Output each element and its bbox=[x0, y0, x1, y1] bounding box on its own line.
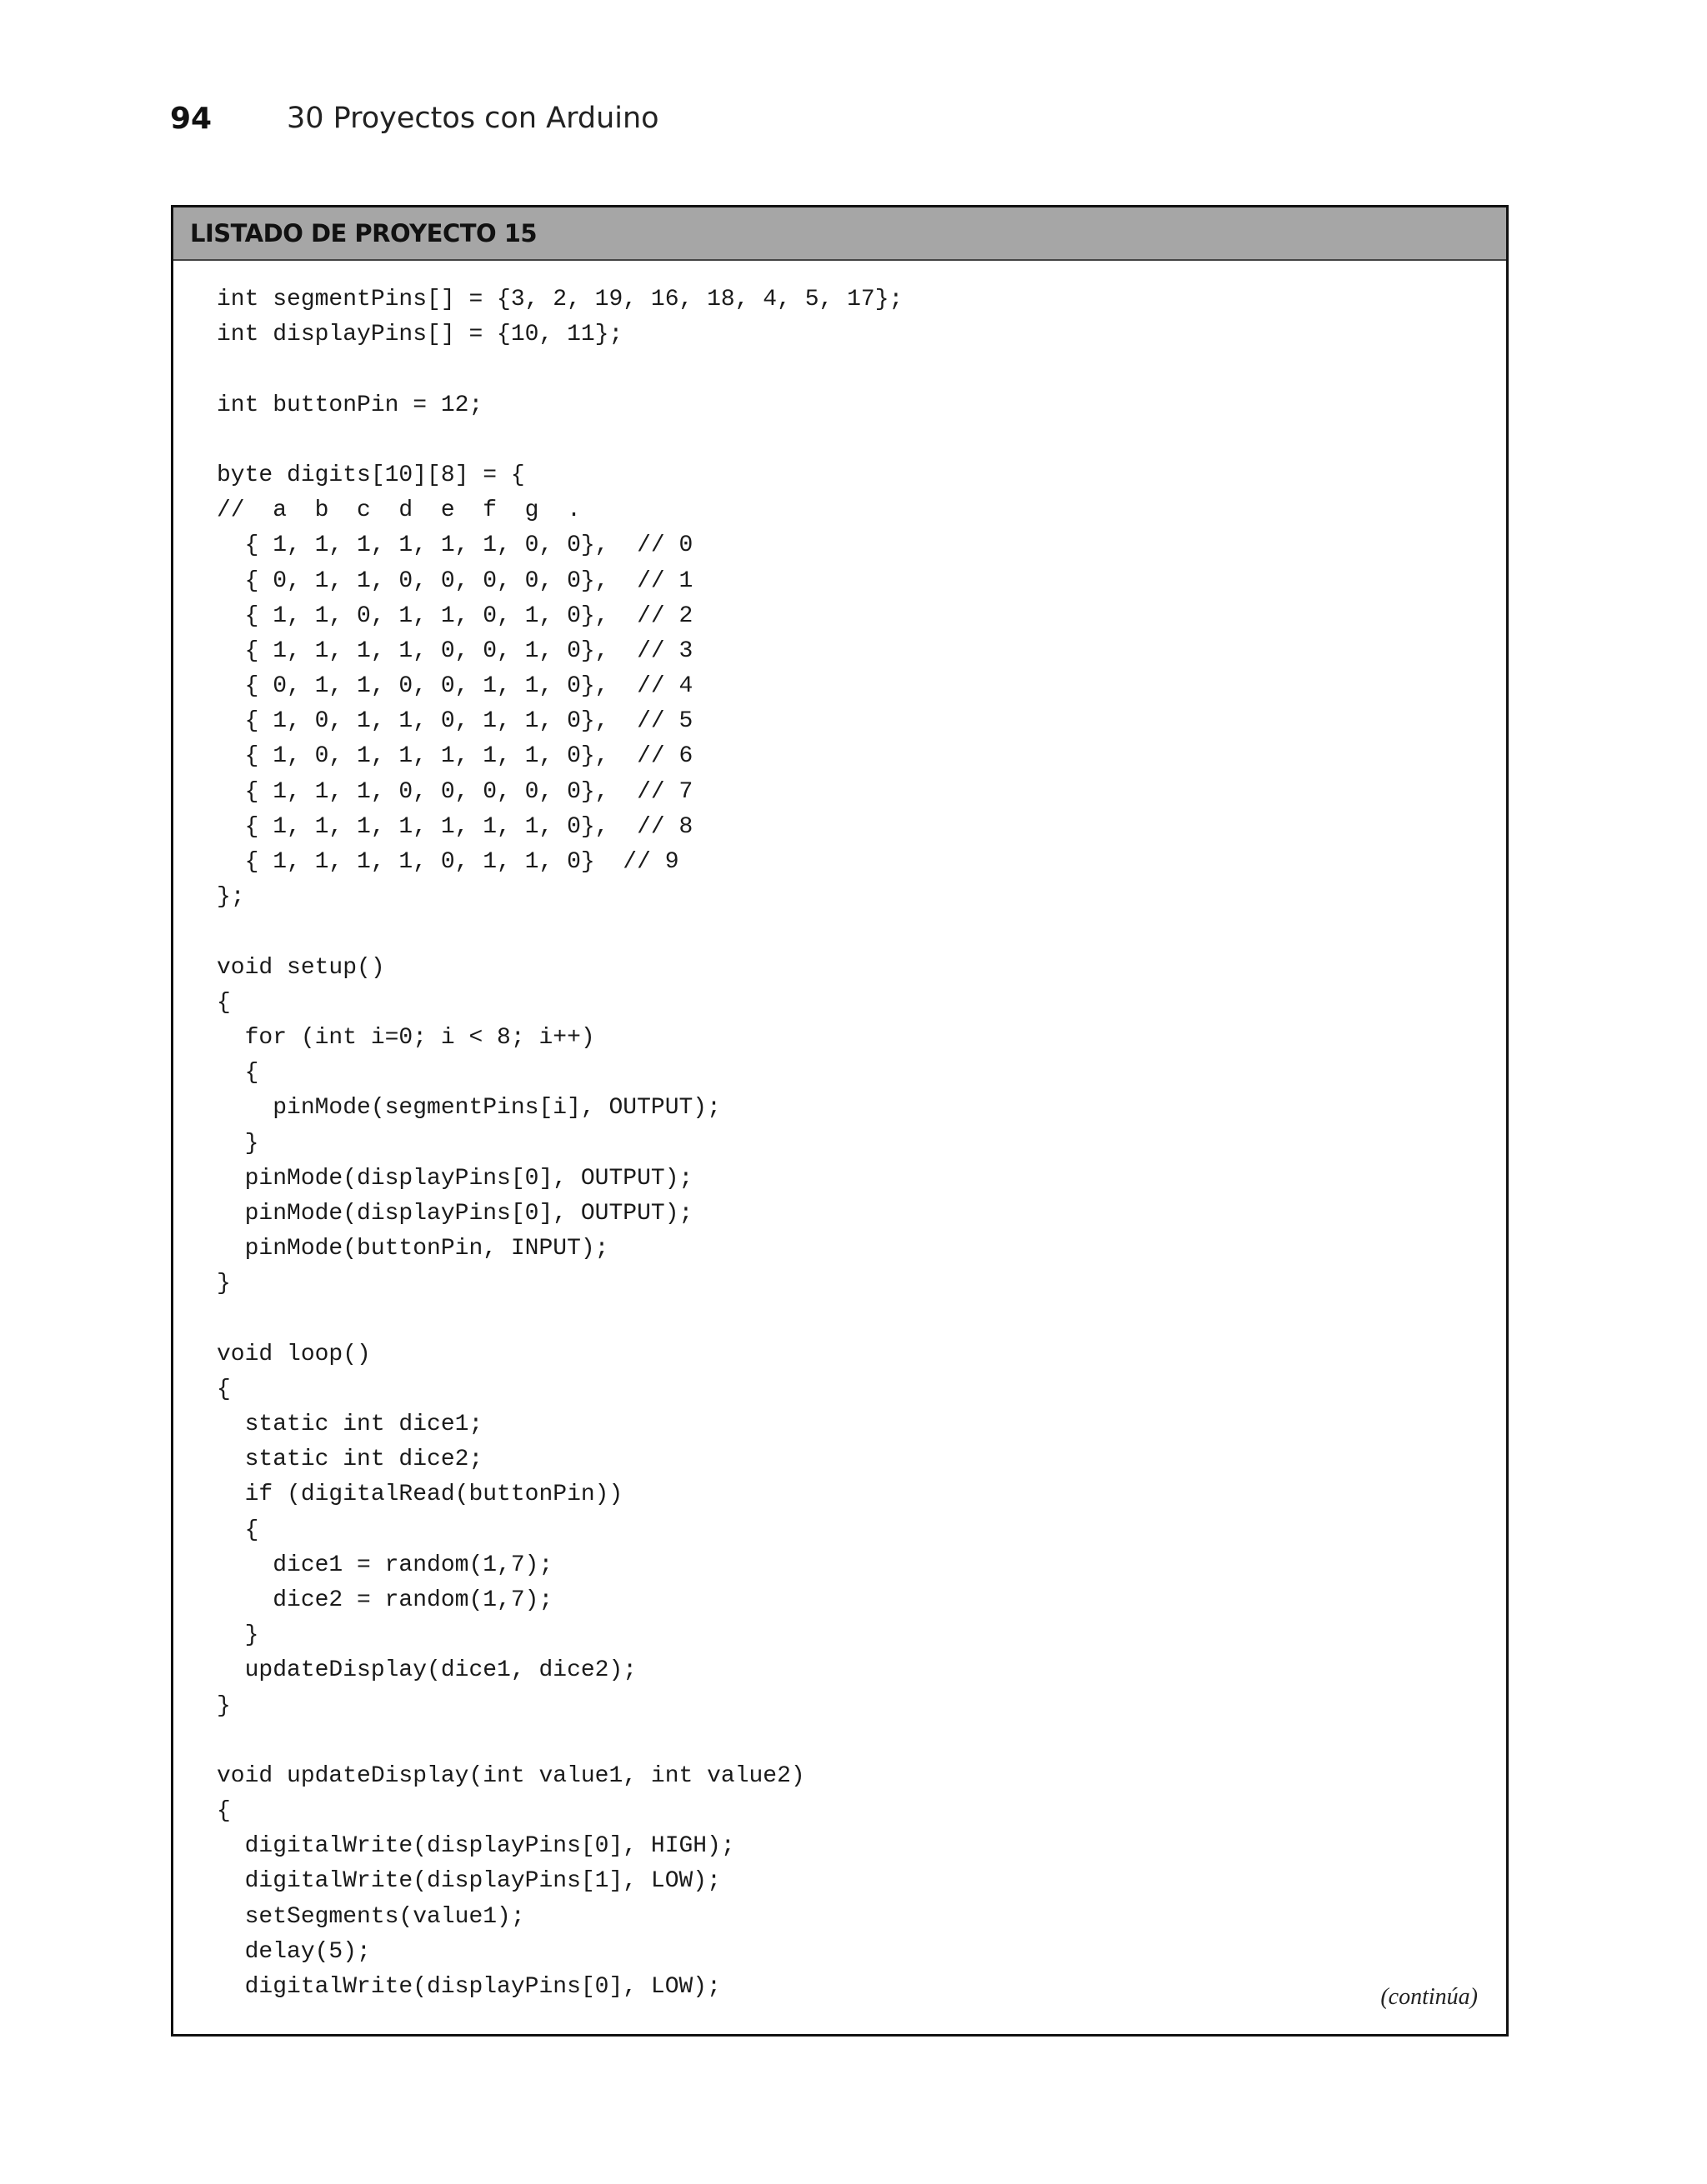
book-title: 30 Proyectos con Arduino bbox=[287, 102, 659, 135]
code-line: { bbox=[217, 1517, 259, 1543]
code-line: { 1, 1, 1, 1, 1, 1, 0, 0}, // 0 bbox=[217, 532, 693, 559]
code-line: pinMode(displayPins[0], OUTPUT); bbox=[217, 1165, 693, 1192]
code-line: int displayPins[] = {10, 11}; bbox=[217, 322, 623, 348]
code-line: } bbox=[217, 1130, 259, 1157]
code-line: digitalWrite(displayPins[0], HIGH); bbox=[217, 1833, 735, 1860]
code-listing-box bbox=[171, 205, 1509, 2037]
code-line bbox=[217, 423, 903, 458]
code-line: }; bbox=[217, 884, 245, 911]
code-line: // a b c d e f g . bbox=[217, 497, 581, 524]
code-line bbox=[217, 352, 903, 387]
listing-title: LISTADO DE PROYECTO 15 bbox=[190, 219, 538, 247]
code-line: { bbox=[217, 1798, 231, 1825]
code-line bbox=[217, 1302, 903, 1337]
code-line: { 1, 1, 0, 1, 1, 0, 1, 0}, // 2 bbox=[217, 602, 693, 629]
code-line: int segmentPins[] = {3, 2, 19, 16, 18, 4, 5, 17}; bbox=[217, 287, 904, 312]
code-line: { 1, 1, 1, 1, 0, 1, 1, 0} // 9 bbox=[217, 849, 679, 875]
page-header bbox=[170, 95, 659, 142]
code-line: { 1, 0, 1, 1, 0, 1, 1, 0}, // 5 bbox=[217, 708, 693, 735]
code-line: for (int i=0; i < 8; i++) bbox=[217, 1024, 595, 1051]
page-number: 94 bbox=[170, 101, 213, 136]
code-line: setSegments(value1); bbox=[217, 1903, 525, 1930]
code-line: } bbox=[217, 1622, 259, 1649]
code-line: { 1, 1, 1, 1, 0, 0, 1, 0}, // 3 bbox=[217, 637, 693, 664]
code-line: { bbox=[217, 1376, 231, 1402]
code-line: digitalWrite(displayPins[0], LOW); bbox=[217, 1974, 721, 2000]
code-line: delay(5); bbox=[217, 1938, 371, 1965]
code-line: pinMode(displayPins[0], OUTPUT); bbox=[217, 1200, 693, 1227]
code-line: dice1 = random(1,7); bbox=[217, 1552, 553, 1578]
code-line bbox=[217, 1724, 903, 1759]
code-line: byte digits[10][8] = { bbox=[217, 462, 525, 488]
code-line: { bbox=[217, 989, 231, 1016]
code-line: void loop() bbox=[217, 1341, 371, 1367]
code-line: int buttonPin = 12; bbox=[217, 392, 483, 418]
code-line bbox=[217, 915, 903, 950]
code-line: void setup() bbox=[217, 954, 385, 981]
code-line: { 1, 1, 1, 1, 1, 1, 1, 0}, // 8 bbox=[217, 813, 693, 840]
code-line: pinMode(segmentPins[i], OUTPUT); bbox=[217, 1095, 721, 1122]
code-line: { 0, 1, 1, 0, 0, 1, 1, 0}, // 4 bbox=[217, 673, 693, 700]
code-line: { bbox=[217, 1060, 259, 1087]
code-line: void updateDisplay(int value1, int value2) bbox=[217, 1762, 805, 1789]
code-line: { 1, 1, 1, 0, 0, 0, 0, 0}, // 7 bbox=[217, 778, 693, 805]
code-line: { 1, 0, 1, 1, 1, 1, 1, 0}, // 6 bbox=[217, 743, 693, 770]
code-line: updateDisplay(dice1, dice2); bbox=[217, 1657, 638, 1684]
code-block bbox=[217, 282, 903, 2005]
code-line: if (digitalRead(buttonPin)) bbox=[217, 1482, 623, 1508]
code-line: static int dice1; bbox=[217, 1412, 483, 1437]
code-line: pinMode(buttonPin, INPUT); bbox=[217, 1236, 609, 1262]
code-line: digitalWrite(displayPins[1], LOW); bbox=[217, 1868, 721, 1895]
code-line: } bbox=[217, 1271, 231, 1297]
continued-label: (continúa) bbox=[1380, 1984, 1478, 2010]
code-line: static int dice2; bbox=[217, 1447, 483, 1473]
code-line: dice2 = random(1,7); bbox=[217, 1587, 553, 1613]
code-line: } bbox=[217, 1692, 231, 1719]
code-line: { 0, 1, 1, 0, 0, 0, 0, 0}, // 1 bbox=[217, 567, 693, 594]
listing-header-bar bbox=[173, 207, 1506, 261]
